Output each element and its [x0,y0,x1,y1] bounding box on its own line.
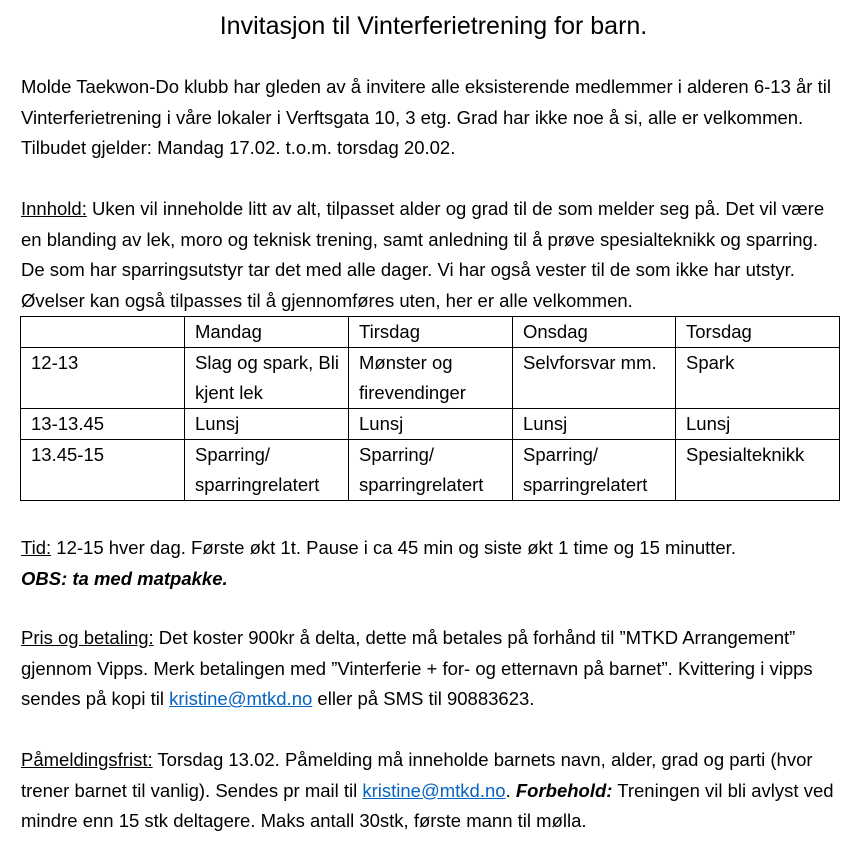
schedule-cell: Lunsj [349,409,513,440]
email-link[interactable]: kristine@mtkd.no [362,779,506,801]
pris-paragraph [21,623,843,715]
schedule-header-cell: Torsdag [676,317,840,348]
pris-label: Pris og betaling: [21,627,154,648]
schedule-cell: Selvforsvar mm. [513,348,676,409]
schedule-time-cell: 13-13.45 [21,409,185,440]
schedule-cell: Lunsj [185,409,349,440]
innhold-paragraph [21,194,843,316]
schedule-cell: Lunsj [676,409,840,440]
schedule-time-cell: 12-13 [21,348,185,409]
schedule-cell: Lunsj [513,409,676,440]
frist-paragraph [21,745,843,837]
frist-text-mid: . [505,779,516,801]
schedule-header-row [21,317,840,348]
schedule-cell: Spesialteknikk [676,440,840,501]
document-title: Invitasjon til Vinterferietrening for barn. [219,12,648,40]
schedule-header-cell: Tirsdag [349,317,513,348]
obs-note: OBS: ta med matpakke. [21,567,228,589]
schedule-time-cell: 13.45-15 [21,440,185,501]
tid-label: Tid: [21,537,52,558]
email-link[interactable]: kristine@mtkd.no [169,688,313,709]
pris-text-end: eller på SMS til 90883623. [312,688,535,709]
tid-paragraph [21,533,843,594]
frist-text-end: Treningen vil bli avlyst ved mindre enn 15 stk deltagere. Maks antall 30stk, første mann til mølla. [21,779,834,831]
table-row [21,440,840,501]
frist-label: Påmeldingsfrist: [21,749,153,770]
innhold-text: Uken vil inneholde litt av alt, tilpasset alder og grad til de som melder seg på. Det vil være en blanding av lek, moro og teknisk trening, samt anledning til å prøve spesialteknikk og sparring. De som har sparringsutstyr tar det med alle dager. Vi har også vester til de som ikke har utstyr. Øvelser kan også tilpasses til å gjennomføres uten, her er alle velkommen. [21,198,825,311]
schedule-header-cell: Mandag [185,317,349,348]
schedule-cell: Mønster og firevendinger [349,348,513,409]
schedule-cell: Sparring/ sparringrelatert [349,440,513,501]
forbehold-label: Forbehold: [515,779,613,801]
pris-text: Det koster 900kr å delta, dette må betales på forhånd til ”MTKD Arrangement” gjennom Vipps. Merk betalingen med ”Vinterferie + for- og etternavn på barnet”. Kvittering i vipps sendes på kopi til [21,627,813,709]
tid-text: 12-15 hver dag. Første økt 1t. Pause i ca 45 min og siste økt 1 time og 15 minutter. [51,537,736,558]
table-row [21,348,840,409]
intro-paragraph: Molde Taekwon-Do klubb har gleden av å invitere alle eksisterende medlemmer i alderen 6-13 år til Vinterferietrening i våre lokaler i Verftsgata 10, 3 etg. Grad har ikke noe å si, alle er velkommen. Tilbudet gjelder: Mandag 17.02. t.o.m. torsdag 20.02. [21,76,831,158]
schedule-cell: Spark [676,348,840,409]
schedule-cell: Slag og spark, Bli kjent lek [185,348,349,409]
schedule-header-cell: Onsdag [513,317,676,348]
table-row [21,409,840,440]
schedule-cell: Sparring/ sparringrelatert [185,440,349,501]
frist-text: Torsdag 13.02. Påmelding må inneholde barnets navn, alder, grad og parti (hvor trener barnet til vanlig). Sendes pr mail til [21,749,813,801]
schedule-cell: Sparring/ sparringrelatert [513,440,676,501]
schedule-table [20,316,840,501]
schedule-header-cell [21,317,185,348]
innhold-label: Innhold: [21,198,87,219]
